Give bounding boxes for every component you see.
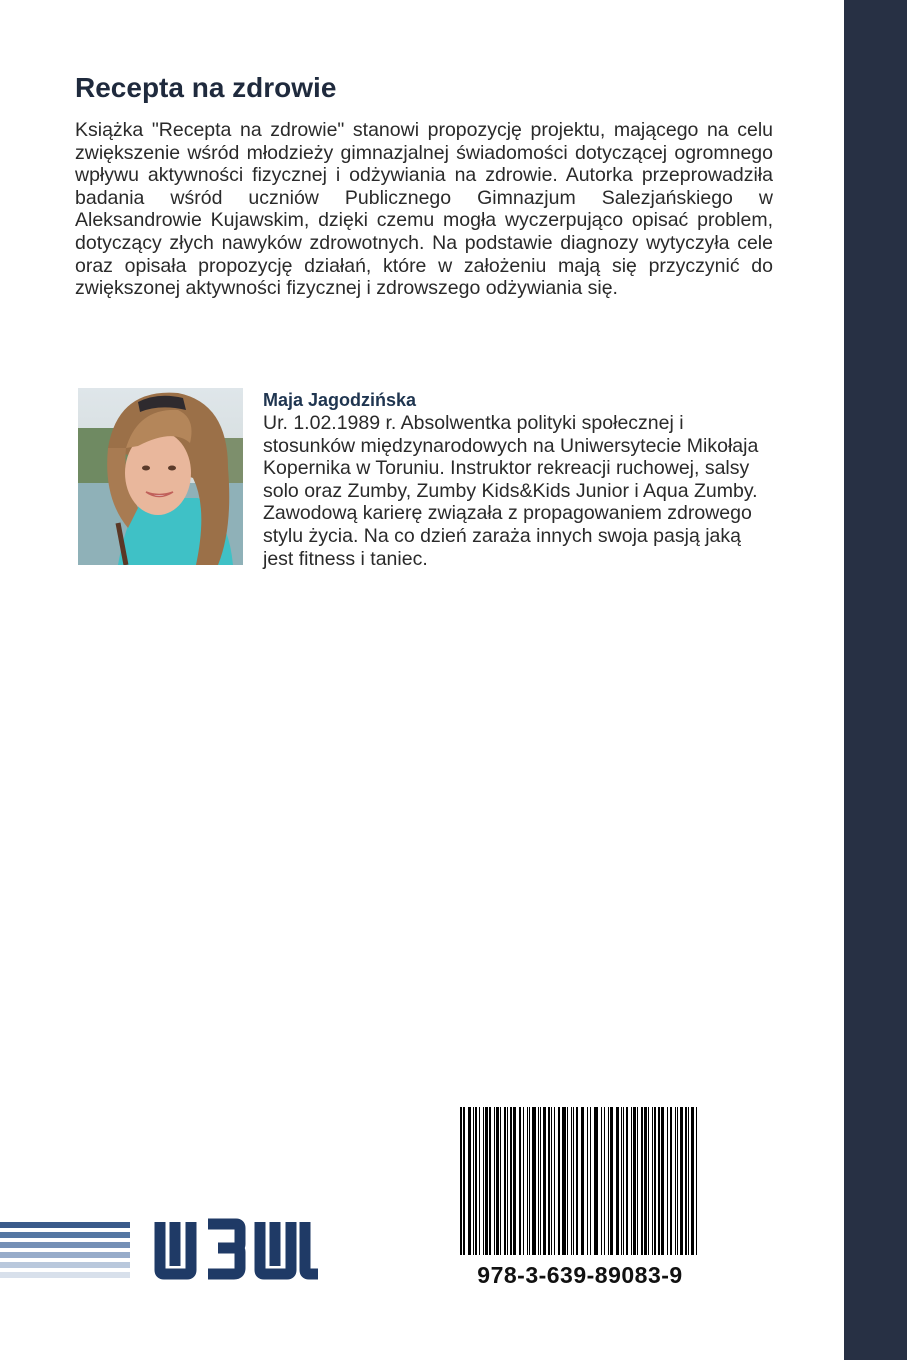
barcode-bar [652, 1107, 653, 1255]
barcode-bar [543, 1107, 546, 1255]
barcode-bar [644, 1107, 647, 1255]
barcode-bar [571, 1107, 572, 1255]
barcode-bar [637, 1107, 638, 1255]
barcode-bar [510, 1107, 512, 1255]
barcode-bar [623, 1107, 624, 1255]
barcode-bar [685, 1107, 687, 1255]
barcode-bar [654, 1107, 656, 1255]
barcode-bar [587, 1107, 588, 1255]
book-spine [844, 0, 907, 1360]
barcode-bar [691, 1107, 694, 1255]
barcode-bar [540, 1107, 541, 1255]
barcode-bar [633, 1107, 636, 1255]
barcode-bar [562, 1107, 566, 1255]
barcode-bar [527, 1107, 528, 1255]
barcode-bar [576, 1107, 578, 1255]
author-photo [78, 388, 243, 565]
barcode-bar [500, 1107, 501, 1255]
barcode-bar [483, 1107, 484, 1255]
author-name: Maja Jagodzińska [263, 390, 417, 410]
barcode-bar [601, 1107, 602, 1255]
isbn-number: 978-3-639-89083-9 [477, 1262, 683, 1288]
author-bio: Ur. 1.02.1989 r. Absolwentka polityki społecznej i stosunków międzynarodowych na Uniwersytecie Mikołaja Kopernika w Toruniu. Instruktor rekreacji ruchowej, salsy solo oraz Zumby, Zumby Kids&Kids Junior i Aqua Zumby. Zawodową karierę związała z propagowaniem zdrowego stylu życia. Na co dzień zaraża innych swoja pasją jaką jest fitness i taniec. [263, 412, 759, 570]
barcode-bar [532, 1107, 536, 1255]
barcode-bar [648, 1107, 649, 1255]
barcode-bar [641, 1107, 643, 1255]
barcode-bar [594, 1107, 598, 1255]
barcode-bar [475, 1107, 477, 1255]
barcode-bar [667, 1107, 668, 1255]
barcode-bar [631, 1107, 632, 1255]
barcode-bar [473, 1107, 474, 1255]
barcode-bar [608, 1107, 609, 1255]
barcode-bar [479, 1107, 480, 1255]
barcode-bar [504, 1107, 506, 1255]
barcode-bar [696, 1107, 697, 1255]
barcode-bar [680, 1107, 683, 1255]
barcode-bar [494, 1107, 495, 1255]
book-title: Recepta na zdrowie [75, 72, 337, 103]
barcode-bar [468, 1107, 471, 1255]
barcode-bar [688, 1107, 689, 1255]
barcode-bar [677, 1107, 678, 1255]
barcode [458, 1107, 702, 1255]
barcode-bar [485, 1107, 488, 1255]
book-description: Książka "Recepta na zdrowie" stanowi propozycję projektu, mającego na celu zwiększenie wśród młodzieży gimnazjalnej świadomości dotyczącej ogromnego wpływu aktywności fizycznej i odżywiania na zdrowie. Autorka przeprowadziła badania wśród uczniów Publicznego Gimnazjum Salezjańskiego w Aleksandrowie Kujawskim, dzięki czemu mogła wyczerpująco opisać problem, dotyczący złych nawyków zdrowotnych. Na podstawie diagnozy wytyczyła cele oraz opisała propozycję działań, które w założeniu mają się przyczynić do zwiększonej aktywności fizycznej i zdrowszego odżywiania się. [75, 119, 773, 300]
barcode-bar [658, 1107, 660, 1255]
barcode-bar [519, 1107, 521, 1255]
barcode-bar [489, 1107, 491, 1255]
barcode-bar [548, 1107, 550, 1255]
barcode-bar [604, 1107, 605, 1255]
barcode-bar [554, 1107, 555, 1255]
barcode-bar [523, 1107, 524, 1255]
barcode-bar [496, 1107, 499, 1255]
barcode-bar [573, 1107, 574, 1255]
barcode-bar [567, 1107, 568, 1255]
barcode-bar [675, 1107, 676, 1255]
barcode-bar [558, 1107, 560, 1255]
barcode-bar [529, 1107, 530, 1255]
barcode-bar [661, 1107, 664, 1255]
barcode-bar [616, 1107, 619, 1255]
barcode-bar [513, 1107, 516, 1255]
barcode-bar [581, 1107, 584, 1255]
barcode-bar [463, 1107, 465, 1255]
publisher-logo [0, 1218, 330, 1280]
barcode-bar [460, 1107, 462, 1255]
barcode-bar [507, 1107, 508, 1255]
barcode-bar [551, 1107, 552, 1255]
barcode-bar [626, 1107, 628, 1255]
barcode-bar [670, 1107, 672, 1255]
barcode-bar [621, 1107, 622, 1255]
barcode-bar [538, 1107, 539, 1255]
barcode-bar [610, 1107, 613, 1255]
barcode-bar [590, 1107, 591, 1255]
